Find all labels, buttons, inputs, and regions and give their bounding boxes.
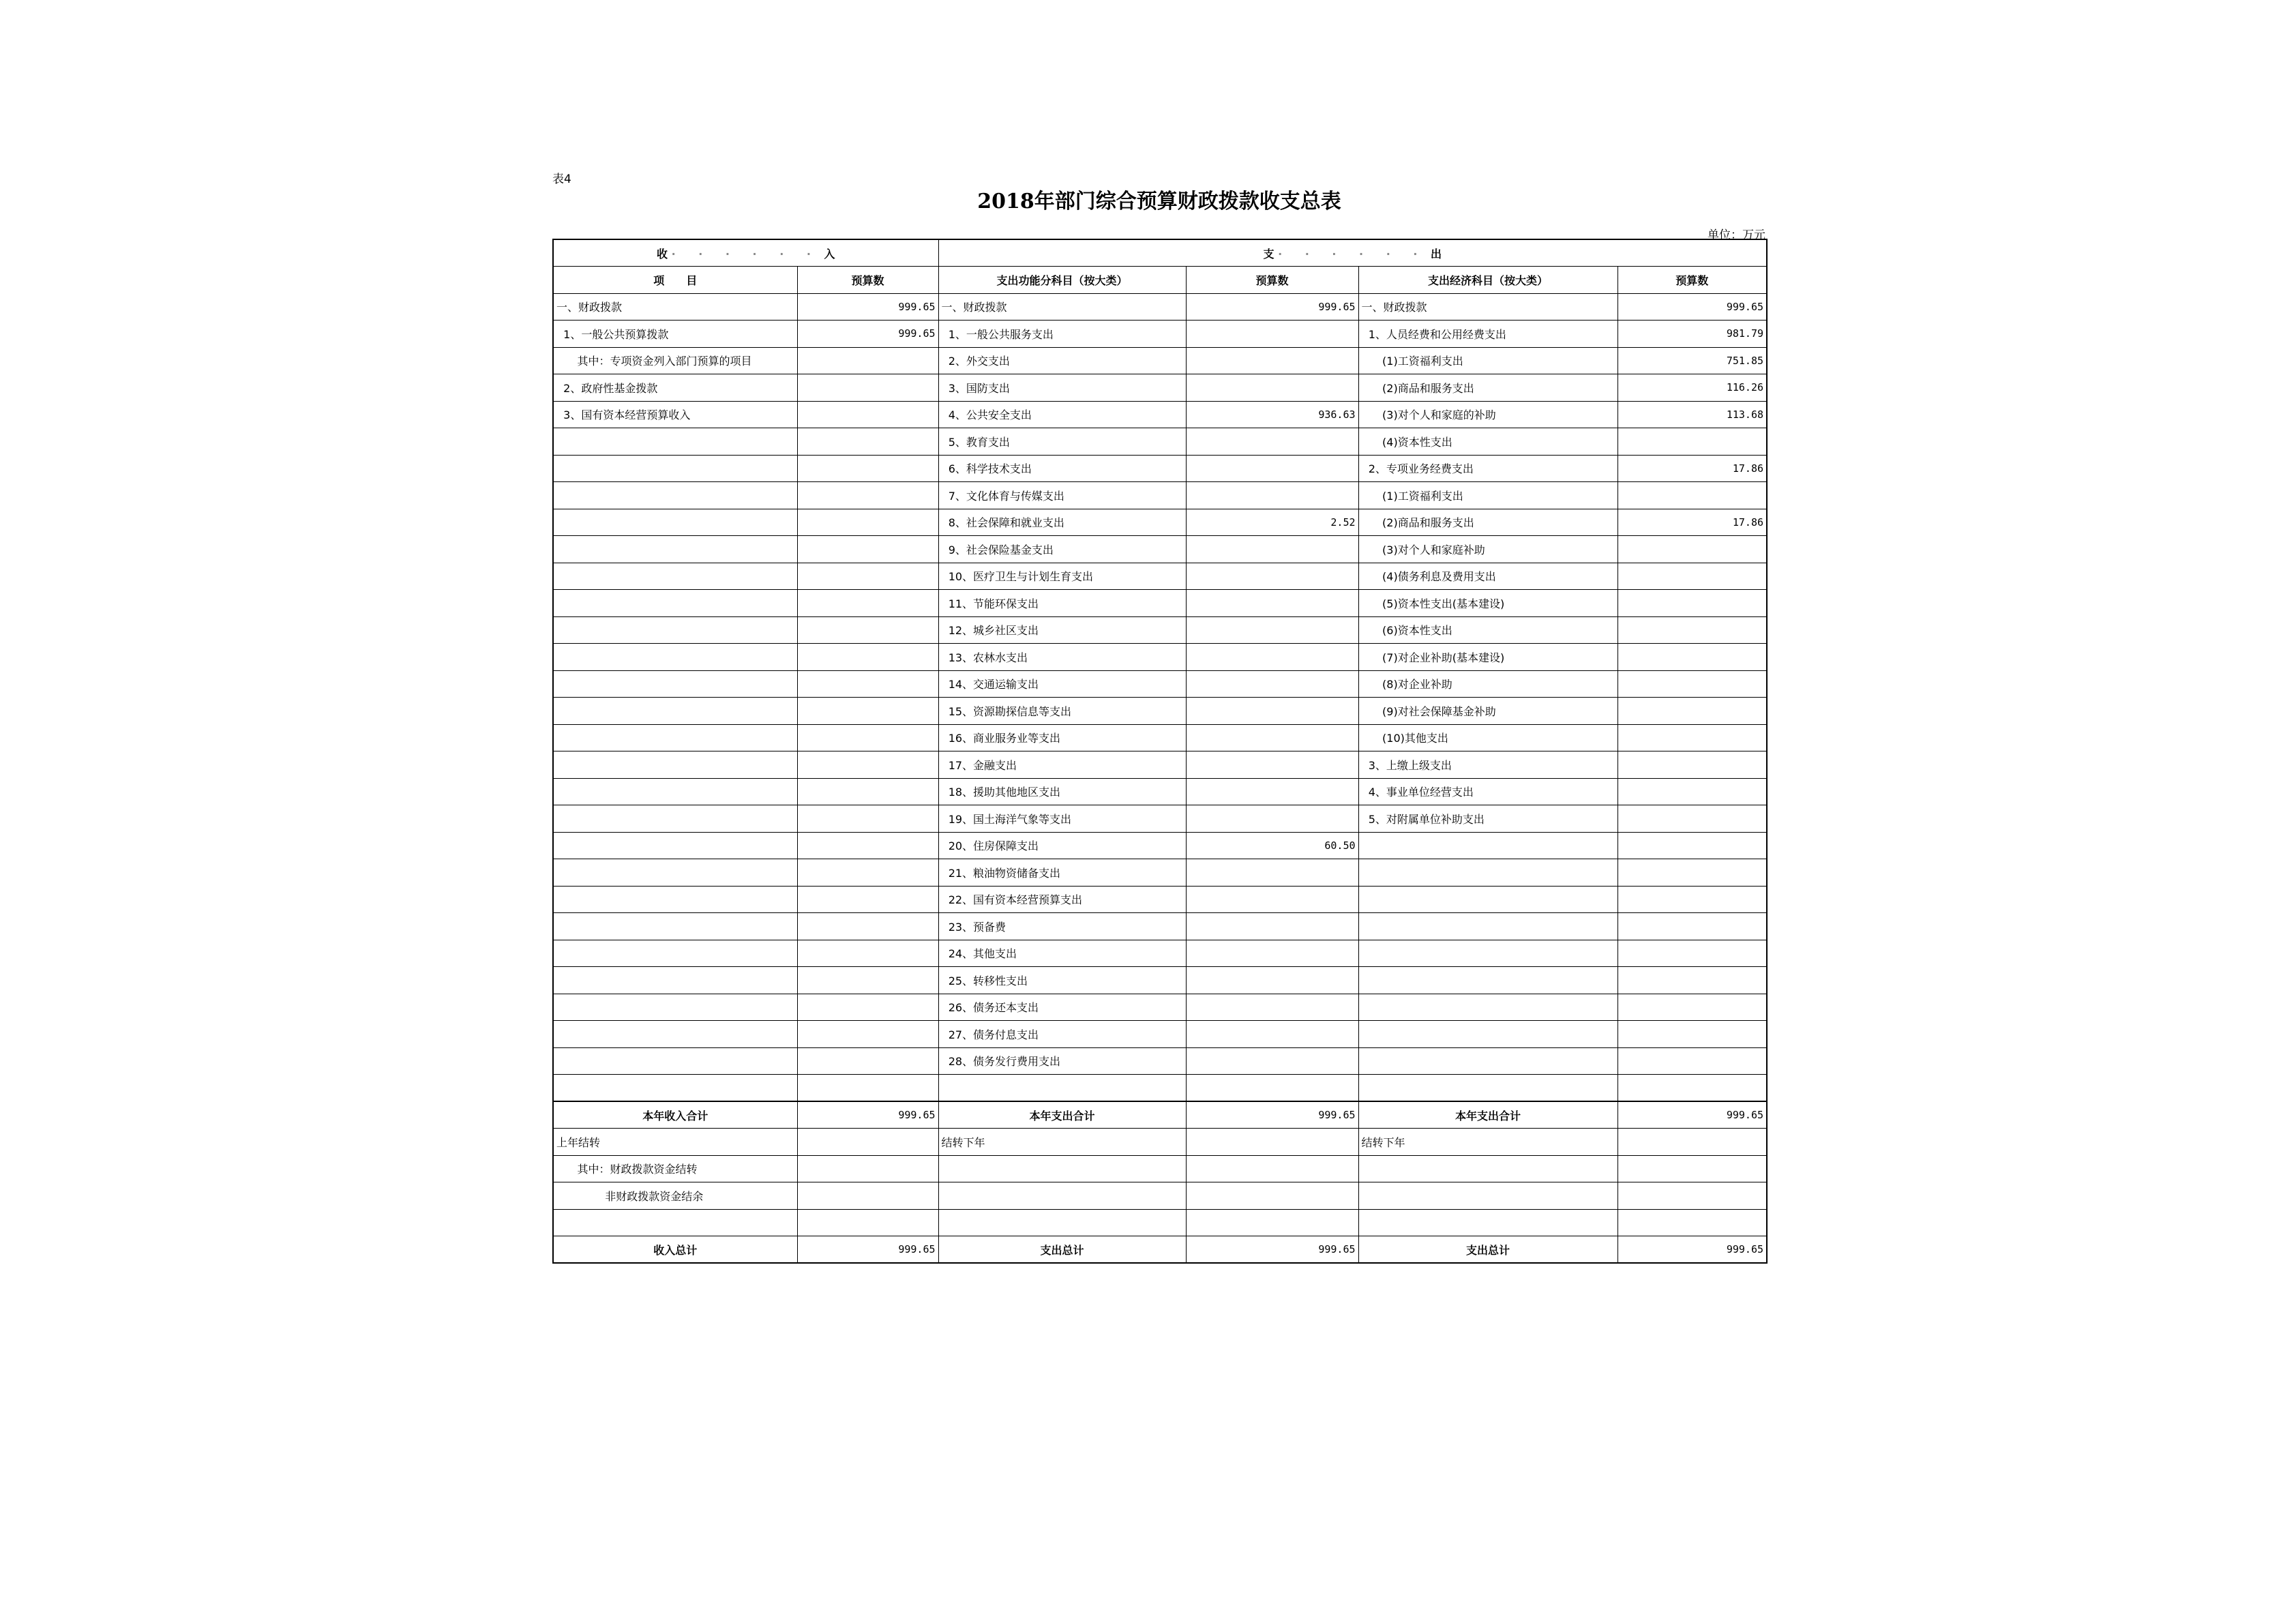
budget-cell [1186,482,1358,509]
expense-section-header [938,239,1767,267]
label-cell: 结转下年 [1358,1129,1617,1156]
label-cell [1358,913,1617,940]
label-cell [553,1047,797,1075]
budget-cell [1617,940,1767,967]
table-row [553,347,1767,374]
label-cell: 本年支出合计 [938,1101,1186,1129]
table-row [553,374,1767,402]
budget-cell: 751.85 [1617,347,1767,374]
label-cell: 26、债务还本支出 [938,994,1186,1021]
budget-cell [1617,1129,1767,1156]
budget-cell [797,805,938,833]
budget-cell [797,401,938,428]
label-cell [1358,1209,1617,1236]
label-cell [553,994,797,1021]
label-cell: 16、商业服务业等支出 [938,724,1186,751]
label-cell [553,724,797,751]
budget-cell [1617,563,1767,590]
budget-cell [797,1075,938,1102]
label-cell: 2、政府性基金拨款 [553,374,797,402]
label-cell: (1)工资福利支出 [1358,482,1617,509]
label-cell: 21、粮油物资储备支出 [938,859,1186,887]
budget-cell [1617,1155,1767,1182]
label-cell: (2)商品和服务支出 [1358,509,1617,536]
budget-cell [797,1155,938,1182]
header-budget-2: 预算数 [1186,267,1358,294]
budget-cell [1617,536,1767,563]
budget-cell [1186,616,1358,644]
budget-cell [1186,563,1358,590]
header-func: 支出功能分科目（按大类） [938,267,1186,294]
label-cell: 其中：专项资金列入部门预算的项目 [553,347,797,374]
label-cell: (8)对企业补助 [1358,670,1617,698]
budget-cell [1186,321,1358,348]
budget-cell [1186,374,1358,402]
budget-cell [1186,1075,1358,1102]
label-cell: 22、国有资本经营预算支出 [938,886,1186,913]
budget-cell [797,1129,938,1156]
label-cell: 7、文化体育与传媒支出 [938,482,1186,509]
budget-cell: 999.65 [1186,1101,1358,1129]
column-header-row [553,267,1767,294]
budget-cell [1186,670,1358,698]
budget-cell [1186,347,1358,374]
label-cell: 11、节能环保支出 [938,590,1186,617]
expense-char-1: 支 [1263,247,1274,260]
label-cell [553,563,797,590]
label-cell [553,886,797,913]
label-cell: (5)资本性支出(基本建设) [1358,590,1617,617]
income-char-2: 入 [824,247,835,260]
label-cell: (3)对个人和家庭补助 [1358,536,1617,563]
label-cell [553,805,797,833]
budget-cell [1617,832,1767,859]
label-cell: 20、住房保障支出 [938,832,1186,859]
label-cell [938,1075,1186,1102]
table-row [553,859,1767,887]
budget-cell [797,967,938,994]
header-item: 项 目 [553,267,797,294]
income-char-1: 收 [657,247,668,260]
budget-cell [1186,590,1358,617]
budget-cell [1186,1209,1358,1236]
budget-cell [1617,1209,1767,1236]
label-cell: 5、教育支出 [938,428,1186,456]
label-cell: 结转下年 [938,1129,1186,1156]
table-row [553,724,1767,751]
budget-cell [797,1209,938,1236]
label-cell [553,455,797,482]
table-row [553,616,1767,644]
budget-cell: 999.65 [797,293,938,321]
section-header-row [553,239,1767,267]
expense-dots: · · · · · · [1278,247,1427,260]
budget-cell [1617,886,1767,913]
label-cell: 2、外交支出 [938,347,1186,374]
grand-totals-row [553,1236,1767,1264]
label-cell: 8、社会保障和就业支出 [938,509,1186,536]
table-number: 表4 [552,173,571,186]
label-cell: 4、事业单位经营支出 [1358,778,1617,805]
budget-cell [1617,967,1767,994]
table-row [553,778,1767,805]
label-cell: (6)资本性支出 [1358,616,1617,644]
label-cell: (4)债务利息及费用支出 [1358,563,1617,590]
label-cell [553,751,797,779]
label-cell [553,1075,797,1102]
budget-cell [797,590,938,617]
budget-cell [1617,994,1767,1021]
table-row [553,698,1767,725]
label-cell: 14、交通运输支出 [938,670,1186,698]
label-cell [553,1209,797,1236]
budget-cell [797,670,938,698]
table-row [553,455,1767,482]
label-cell: (4)资本性支出 [1358,428,1617,456]
label-cell: 3、上缴上级支出 [1358,751,1617,779]
label-cell [553,482,797,509]
budget-cell [797,1182,938,1210]
label-cell: 其中：财政拨款资金结转 [553,1155,797,1182]
budget-cell [1186,805,1358,833]
budget-cell [797,832,938,859]
label-cell: 18、援助其他地区支出 [938,778,1186,805]
label-cell: 17、金融支出 [938,751,1186,779]
label-cell: 13、农林水支出 [938,644,1186,671]
label-cell [553,698,797,725]
budget-cell [1186,724,1358,751]
label-cell: 25、转移性支出 [938,967,1186,994]
budget-cell: 113.68 [1617,401,1767,428]
budget-cell [1186,1129,1358,1156]
budget-cell: 60.50 [1186,832,1358,859]
label-cell: 9、社会保险基金支出 [938,536,1186,563]
budget-cell [1186,1047,1358,1075]
budget-cell: 981.79 [1617,321,1767,348]
label-cell [553,940,797,967]
budget-cell [1186,940,1358,967]
label-cell [553,616,797,644]
budget-cell [1186,644,1358,671]
table-row [553,509,1767,536]
label-cell: 23、预备费 [938,913,1186,940]
label-cell: (3)对个人和家庭的补助 [1358,401,1617,428]
label-cell [553,778,797,805]
label-cell [553,536,797,563]
budget-cell: 999.65 [797,1236,938,1264]
table-row [553,886,1767,913]
budget-cell [1617,644,1767,671]
label-cell: 一、财政拨款 [1358,293,1617,321]
table-row [553,428,1767,456]
budget-cell: 17.86 [1617,455,1767,482]
label-cell: 15、资源勘探信息等支出 [938,698,1186,725]
budget-cell: 936.63 [1186,401,1358,428]
label-cell [1358,1075,1617,1102]
budget-cell: 999.65 [1186,293,1358,321]
budget-cell [797,536,938,563]
header-budget-3: 预算数 [1617,267,1767,294]
budget-cell: 999.65 [1617,1236,1767,1264]
header-budget: 预算数 [797,267,938,294]
page-title: 2018年部门综合预算财政拨款收支总表 [977,190,1341,213]
budget-cell [1617,913,1767,940]
budget-cell: 999.65 [1617,293,1767,321]
label-cell: 28、债务发行费用支出 [938,1047,1186,1075]
budget-cell: 999.65 [797,1101,938,1129]
label-cell: 1、一般公共服务支出 [938,321,1186,348]
label-cell: 一、财政拨款 [938,293,1186,321]
budget-cell [797,644,938,671]
label-cell [553,428,797,456]
label-cell: 27、债务付息支出 [938,1021,1186,1048]
label-cell: (9)对社会保障基金补助 [1358,698,1617,725]
budget-cell: 999.65 [797,321,938,348]
budget-cell [797,347,938,374]
budget-cell [1617,751,1767,779]
budget-cell [797,724,938,751]
budget-cell [797,913,938,940]
budget-cell [1617,698,1767,725]
label-cell: 一、财政拨款 [553,293,797,321]
label-cell [553,859,797,887]
label-cell: 2、专项业务经费支出 [1358,455,1617,482]
label-cell: 6、科学技术支出 [938,455,1186,482]
income-dots: · · · · · · [671,247,820,260]
label-cell [1358,1182,1617,1210]
budget-cell [797,482,938,509]
budget-table [552,239,1768,1264]
budget-cell [1186,428,1358,456]
label-cell [938,1209,1186,1236]
budget-cell: 116.26 [1617,374,1767,402]
budget-cell [797,374,938,402]
table-row [553,832,1767,859]
income-section-header [553,239,938,267]
expense-char-2: 出 [1431,247,1442,260]
label-cell: (2)商品和服务支出 [1358,374,1617,402]
label-cell [553,1021,797,1048]
label-cell: 3、国防支出 [938,374,1186,402]
label-cell: 收入总计 [553,1236,797,1264]
table-row [553,751,1767,779]
label-cell [1358,1021,1617,1048]
label-cell [553,670,797,698]
label-cell: (7)对企业补助(基本建设) [1358,644,1617,671]
budget-cell [797,1021,938,1048]
label-cell [938,1155,1186,1182]
table-row [553,805,1767,833]
table-row [553,321,1767,348]
label-cell [553,832,797,859]
budget-cell [797,778,938,805]
budget-cell [1186,967,1358,994]
label-cell: 24、其他支出 [938,940,1186,967]
label-cell [1358,1155,1617,1182]
label-cell: 1、人员经费和公用经费支出 [1358,321,1617,348]
label-cell: 12、城乡社区支出 [938,616,1186,644]
label-cell: 非财政拨款资金结余 [553,1182,797,1210]
label-cell [553,590,797,617]
table-row [553,1021,1767,1048]
budget-cell [797,563,938,590]
budget-cell [1617,616,1767,644]
table-row [553,940,1767,967]
label-cell [1358,940,1617,967]
label-cell: 1、一般公共预算拨款 [553,321,797,348]
budget-cell [1186,886,1358,913]
label-cell: 上年结转 [553,1129,797,1156]
budget-cell [1617,724,1767,751]
table-row [553,994,1767,1021]
label-cell: (10)其他支出 [1358,724,1617,751]
budget-cell: 17.86 [1617,509,1767,536]
label-cell: 本年收入合计 [553,1101,797,1129]
budget-cell [797,994,938,1021]
table-row [553,913,1767,940]
budget-cell: 999.65 [1186,1236,1358,1264]
budget-cell [1186,751,1358,779]
budget-cell [1617,428,1767,456]
table-row [553,644,1767,671]
budget-cell: 2.52 [1186,509,1358,536]
budget-cell [1617,1047,1767,1075]
budget-cell [797,886,938,913]
label-cell: 19、国土海洋气象等支出 [938,805,1186,833]
label-cell [553,644,797,671]
label-cell [1358,967,1617,994]
table-row [553,401,1767,428]
budget-cell [1186,536,1358,563]
label-cell [553,967,797,994]
carry-row [553,1209,1767,1236]
budget-cell [1617,778,1767,805]
label-cell [938,1182,1186,1210]
table-row [553,967,1767,994]
budget-cell [797,698,938,725]
label-cell: 3、国有资本经营预算收入 [553,401,797,428]
budget-cell [1617,1021,1767,1048]
label-cell: 10、医疗卫生与计划生育支出 [938,563,1186,590]
budget-cell [1617,482,1767,509]
label-cell [1358,994,1617,1021]
budget-cell [797,751,938,779]
budget-cell [1617,590,1767,617]
budget-cell [1186,778,1358,805]
budget-cell [1617,1075,1767,1102]
label-cell: 支出总计 [1358,1236,1617,1264]
budget-cell [1617,1182,1767,1210]
budget-cell [1186,859,1358,887]
label-cell [553,509,797,536]
label-cell [1358,832,1617,859]
unit-label: 单位：万元 [1708,228,1765,242]
label-cell: (1)工资福利支出 [1358,347,1617,374]
budget-cell [797,1047,938,1075]
label-cell [553,913,797,940]
table-row [553,670,1767,698]
table-row [553,482,1767,509]
label-cell: 本年支出合计 [1358,1101,1617,1129]
carry-row [553,1155,1767,1182]
label-cell [1358,1047,1617,1075]
header-econ: 支出经济科目（按大类） [1358,267,1617,294]
budget-cell [1186,455,1358,482]
budget-cell [797,509,938,536]
table-row [553,1047,1767,1075]
table-row [553,536,1767,563]
budget-cell [1617,805,1767,833]
year-totals-row [553,1101,1767,1129]
budget-cell [797,428,938,456]
label-cell: 4、公共安全支出 [938,401,1186,428]
table-row [553,590,1767,617]
budget-cell [1186,1155,1358,1182]
table-row [553,1075,1767,1102]
table-row [553,563,1767,590]
budget-cell [797,859,938,887]
carry-row [553,1182,1767,1210]
budget-cell [1617,670,1767,698]
label-cell [1358,886,1617,913]
budget-cell [797,616,938,644]
budget-cell [1186,1021,1358,1048]
budget-cell [1186,698,1358,725]
budget-cell [797,455,938,482]
budget-cell [1186,1182,1358,1210]
carry-row [553,1129,1767,1156]
label-cell: 5、对附属单位补助支出 [1358,805,1617,833]
budget-cell [797,940,938,967]
label-cell: 支出总计 [938,1236,1186,1264]
budget-cell [1186,913,1358,940]
label-cell [1358,859,1617,887]
budget-cell [1186,994,1358,1021]
budget-cell [1617,859,1767,887]
budget-cell: 999.65 [1617,1101,1767,1129]
table-row [553,293,1767,321]
